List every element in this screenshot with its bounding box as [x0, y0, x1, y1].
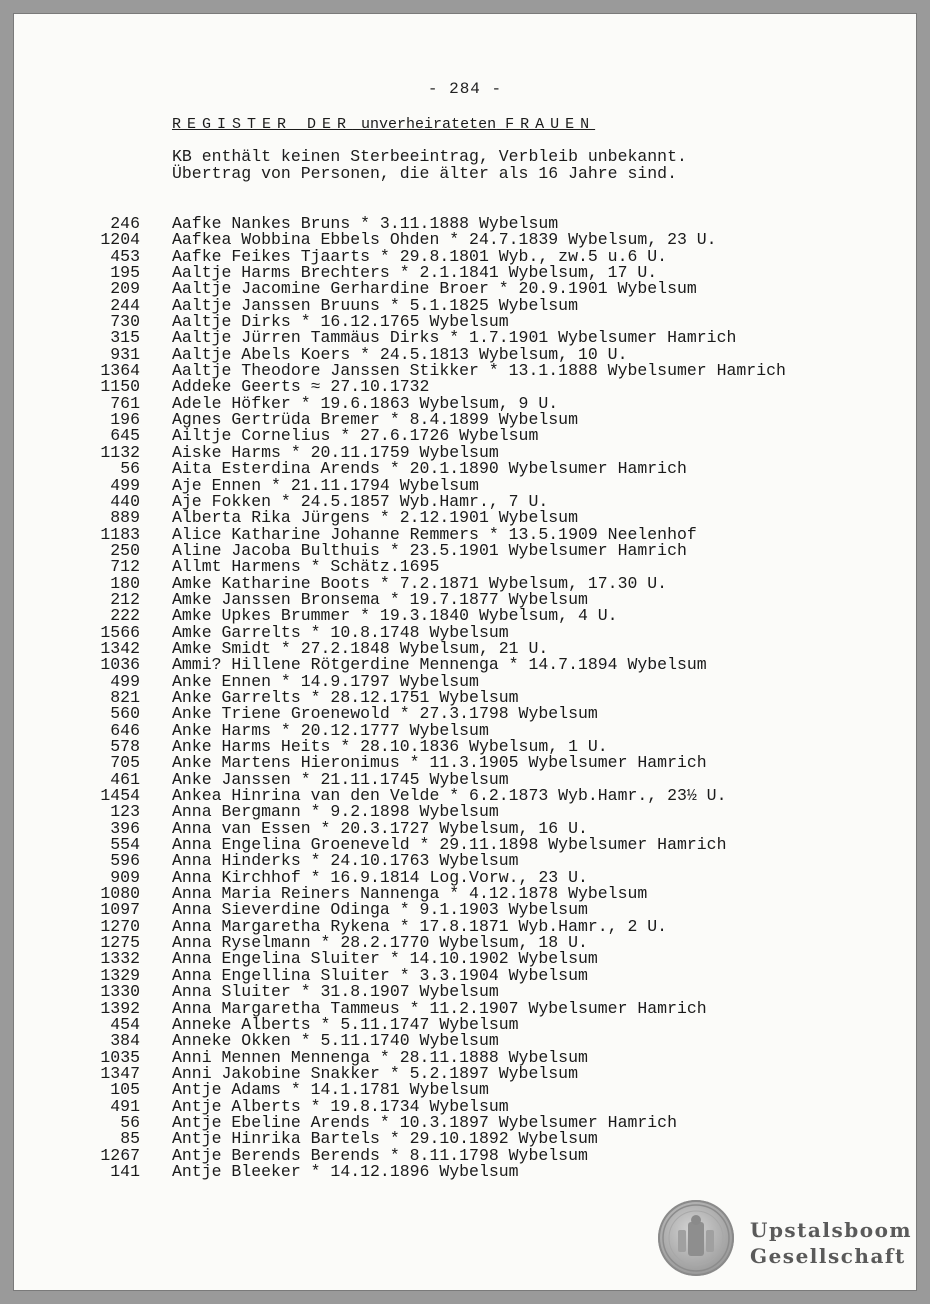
entry-number: 1183: [100, 524, 140, 544]
entry-number: 123: [110, 802, 140, 822]
entry-number: 440: [110, 491, 140, 511]
entry-text: Amke Upkes Brummer * 19.3.1840 Wybelsum, 4 U.: [172, 606, 618, 626]
entry-number: 499: [110, 475, 140, 495]
entry-number: 1150: [100, 377, 140, 397]
entry-number: 1329: [100, 965, 140, 985]
entry-text: Amke Smidt * 27.2.1848 Wybelsum, 21 U.: [172, 638, 549, 658]
entry-number: 384: [110, 1031, 140, 1051]
entry-number: 554: [110, 835, 140, 855]
entry-number: 931: [110, 344, 140, 364]
society-seal-icon: [658, 1200, 734, 1276]
entry-number: 105: [110, 1080, 140, 1100]
entry-text: Antje Bleeker * 14.12.1896 Wybelsum: [172, 1161, 519, 1181]
entry-number: 212: [110, 589, 140, 609]
entry-text: Anke Ennen * 14.9.1797 Wybelsum: [172, 671, 479, 691]
entry-number: 180: [110, 573, 140, 593]
register-entry: [14, 363, 916, 379]
register-entries: [14, 216, 916, 1180]
watermark-line: Upstalsboom: [750, 1218, 913, 1242]
entry-text: Anna van Essen * 20.3.1727 Wybelsum, 16 U.: [172, 818, 588, 838]
register-heading: [172, 116, 595, 133]
intro-line: Übertrag von Personen, die älter als 16 Jahre sind.: [172, 164, 677, 183]
entry-text: Anna Hinderks * 24.10.1763 Wybelsum: [172, 851, 519, 871]
society-watermark: [750, 1217, 912, 1269]
entry-number: 1342: [100, 638, 140, 658]
entry-number: 889: [110, 508, 140, 528]
entry-number: 909: [110, 867, 140, 887]
entry-number: 1330: [100, 982, 140, 1002]
entry-number: 246: [110, 214, 140, 233]
intro-note: [172, 148, 687, 182]
entry-text: Aaltje Theodore Janssen Stikker * 13.1.1888 Wybelsumer Hamrich: [172, 361, 786, 381]
entry-text: Aafke Nankes Bruns * 3.11.1888 Wybelsum: [172, 214, 559, 233]
entry-number: 712: [110, 557, 140, 577]
entry-number: 195: [110, 263, 140, 283]
entry-text: Antje Hinrika Bartels * 29.10.1892 Wybelsum: [172, 1129, 598, 1149]
entry-text: Anni Mennen Mennenga * 28.11.1888 Wybelsum: [172, 1047, 588, 1067]
entry-text: Alice Katharine Johanne Remmers * 13.5.1909 Neelenhof: [172, 524, 697, 544]
entry-text: Anna Sieverdine Odinga * 9.1.1903 Wybelsum: [172, 900, 588, 920]
entry-number: 491: [110, 1096, 140, 1116]
entry-number: 730: [110, 312, 140, 332]
intro-line: KB enthält keinen Sterbeeintrag, Verbleib unbekannt.: [172, 147, 687, 166]
entry-number: 1204: [100, 230, 140, 250]
entry-number: 396: [110, 818, 140, 838]
entry-text: Anna Engellina Sluiter * 3.3.1904 Wybelsum: [172, 965, 588, 985]
entry-number: 196: [110, 410, 140, 430]
entry-number: 56: [120, 459, 140, 479]
entry-text: Anna Engelina Sluiter * 14.10.1902 Wybelsum: [172, 949, 598, 969]
entry-number: 141: [110, 1161, 140, 1181]
entry-text: Aje Ennen * 21.11.1794 Wybelsum: [172, 475, 479, 495]
entry-number: 1036: [100, 655, 140, 675]
entry-number: 596: [110, 851, 140, 871]
entry-text: Amke Janssen Bronsema * 19.7.1877 Wybelsum: [172, 589, 588, 609]
entry-number: 1347: [100, 1063, 140, 1083]
entry-number: 315: [110, 328, 140, 348]
entry-text: Amke Katharine Boots * 7.2.1871 Wybelsum, 17.30 U.: [172, 573, 668, 593]
entry-text: Aaltje Abels Koers * 24.5.1813 Wybelsum, 10 U.: [172, 344, 628, 364]
entry-number: 1364: [100, 361, 140, 381]
entry-text: Anna Kirchhof * 16.9.1814 Log.Vorw., 23 U.: [172, 867, 588, 887]
watermark-line: Gesellschaft: [750, 1244, 906, 1268]
entry-text: Ailtje Cornelius * 27.6.1726 Wybelsum: [172, 426, 539, 446]
entry-text: Anke Janssen * 21.11.1745 Wybelsum: [172, 769, 509, 789]
entry-text: Aiske Harms * 20.11.1759 Wybelsum: [172, 442, 499, 462]
entry-number: 821: [110, 687, 140, 707]
entry-number: 1132: [100, 442, 140, 462]
entry-text: Anna Margaretha Rykena * 17.8.1871 Wyb.Hamr., 2 U.: [172, 916, 668, 936]
entry-text: Aje Fokken * 24.5.1857 Wyb.Hamr., 7 U.: [172, 491, 549, 511]
entry-text: Anni Jakobine Snakker * 5.2.1897 Wybelsum: [172, 1063, 578, 1083]
entry-text: Anneke Okken * 5.11.1740 Wybelsum: [172, 1031, 499, 1051]
entry-number: 244: [110, 295, 140, 315]
entry-text: Anke Garrelts * 28.12.1751 Wybelsum: [172, 687, 519, 707]
entry-text: Aafke Feikes Tjaarts * 29.8.1801 Wyb., zw.5 u.6 U.: [172, 246, 668, 266]
entry-text: Anna Engelina Groeneveld * 29.11.1898 Wybelsumer Hamrich: [172, 835, 727, 855]
entry-number: 578: [110, 737, 140, 756]
entry-number: 646: [110, 720, 140, 740]
entry-text: Anke Martens Hieronimus * 11.3.1905 Wybelsumer Hamrich: [172, 753, 707, 773]
page-number: - 284 -: [427, 80, 503, 98]
entry-text: Antje Alberts * 19.8.1734 Wybelsum: [172, 1096, 509, 1116]
entry-text: Antje Adams * 14.1.1781 Wybelsum: [172, 1080, 489, 1100]
entry-number: 453: [110, 246, 140, 266]
entry-text: Alberta Rika Jürgens * 2.12.1901 Wybelsum: [172, 508, 578, 528]
entry-text: Ammi? Hillene Rötgerdine Mennenga * 14.7.1894 Wybelsum: [172, 655, 707, 675]
entry-number: 1270: [100, 916, 140, 936]
entry-number: 250: [110, 540, 140, 560]
entry-text: Anna Maria Reiners Nannenga * 4.12.1878 Wybelsum: [172, 884, 648, 904]
entry-number: 1097: [100, 900, 140, 920]
entry-text: Agnes Gertrüda Bremer * 8.4.1899 Wybelsum: [172, 410, 578, 430]
entry-text: Anke Harms Heits * 28.10.1836 Wybelsum, 1 U.: [172, 737, 608, 756]
entry-text: Anna Ryselmann * 28.2.1770 Wybelsum, 18 U.: [172, 933, 588, 953]
entry-number: 761: [110, 393, 140, 413]
entry-number: 1035: [100, 1047, 140, 1067]
entry-text: Aaltje Dirks * 16.12.1765 Wybelsum: [172, 312, 509, 332]
entry-number: 705: [110, 753, 140, 773]
entry-text: Anna Sluiter * 31.8.1907 Wybelsum: [172, 982, 499, 1002]
entry-number: 56: [120, 1112, 140, 1132]
entry-number: 1392: [100, 998, 140, 1018]
entry-text: Adele Höfker * 19.6.1863 Wybelsum, 9 U.: [172, 393, 559, 413]
entry-number: 1454: [100, 786, 140, 806]
entry-number: 499: [110, 671, 140, 691]
entry-number: 1275: [100, 933, 140, 953]
entry-text: Antje Berends Berends * 8.11.1798 Wybelsum: [172, 1145, 588, 1165]
entry-text: Anneke Alberts * 5.11.1747 Wybelsum: [172, 1014, 519, 1034]
entry-text: Aita Esterdina Arends * 20.1.1890 Wybelsumer Hamrich: [172, 459, 687, 479]
entry-number: 454: [110, 1014, 140, 1034]
entry-number: 1267: [100, 1145, 140, 1165]
entry-text: Allmt Harmens * Schätz.1695: [172, 557, 440, 577]
entry-number: 222: [110, 606, 140, 626]
entry-text: Aaltje Janssen Bruuns * 5.1.1825 Wybelsum: [172, 295, 578, 315]
heading-frauen: FRAUEN: [505, 116, 596, 133]
entry-text: Aline Jacoba Bulthuis * 23.5.1901 Wybelsumer Hamrich: [172, 540, 687, 560]
entry-number: 560: [110, 704, 140, 724]
entry-text: Anke Harms * 20.12.1777 Wybelsum: [172, 720, 489, 740]
entry-number: 1332: [100, 949, 140, 969]
entry-number: 461: [110, 769, 140, 789]
entry-text: Anna Margaretha Tammeus * 11.2.1907 Wybelsumer Hamrich: [172, 998, 707, 1018]
entry-number: 85: [120, 1129, 140, 1149]
register-entry: [14, 540, 916, 560]
entry-text: Addeke Geerts ≈ 27.10.1732: [172, 377, 430, 397]
entry-text: Aaltje Harms Brechters * 2.1.1841 Wybelsum, 17 U.: [172, 263, 658, 283]
entry-text: Aaltje Jacomine Gerhardine Broer * 20.9.1901 Wybelsum: [172, 279, 697, 299]
entry-text: Amke Garrelts * 10.8.1748 Wybelsum: [172, 622, 509, 642]
heading-register-der: REGISTER DER: [172, 116, 353, 133]
register-entry: [14, 1161, 916, 1181]
document-page: [14, 14, 916, 1290]
entry-text: Aafkea Wobbina Ebbels Ohden * 24.7.1839 Wybelsum, 23 U.: [172, 230, 717, 250]
entry-number: 209: [110, 279, 140, 299]
entry-text: Anna Bergmann * 9.2.1898 Wybelsum: [172, 802, 499, 822]
entry-number: 1080: [100, 884, 140, 904]
entry-text: Anke Triene Groenewold * 27.3.1798 Wybelsum: [172, 704, 598, 724]
entry-number: 645: [110, 426, 140, 446]
entry-text: Antje Ebeline Arends * 10.3.1897 Wybelsumer Hamrich: [172, 1112, 677, 1132]
entry-text: Ankea Hinrina van den Velde * 6.2.1873 Wyb.Hamr., 23½ U.: [172, 786, 727, 806]
heading-unverheirateten: unverheirateten: [361, 116, 497, 133]
entry-number: 1566: [100, 622, 140, 642]
entry-text: Aaltje Jürren Tammäus Dirks * 1.7.1901 Wybelsumer Hamrich: [172, 328, 737, 348]
